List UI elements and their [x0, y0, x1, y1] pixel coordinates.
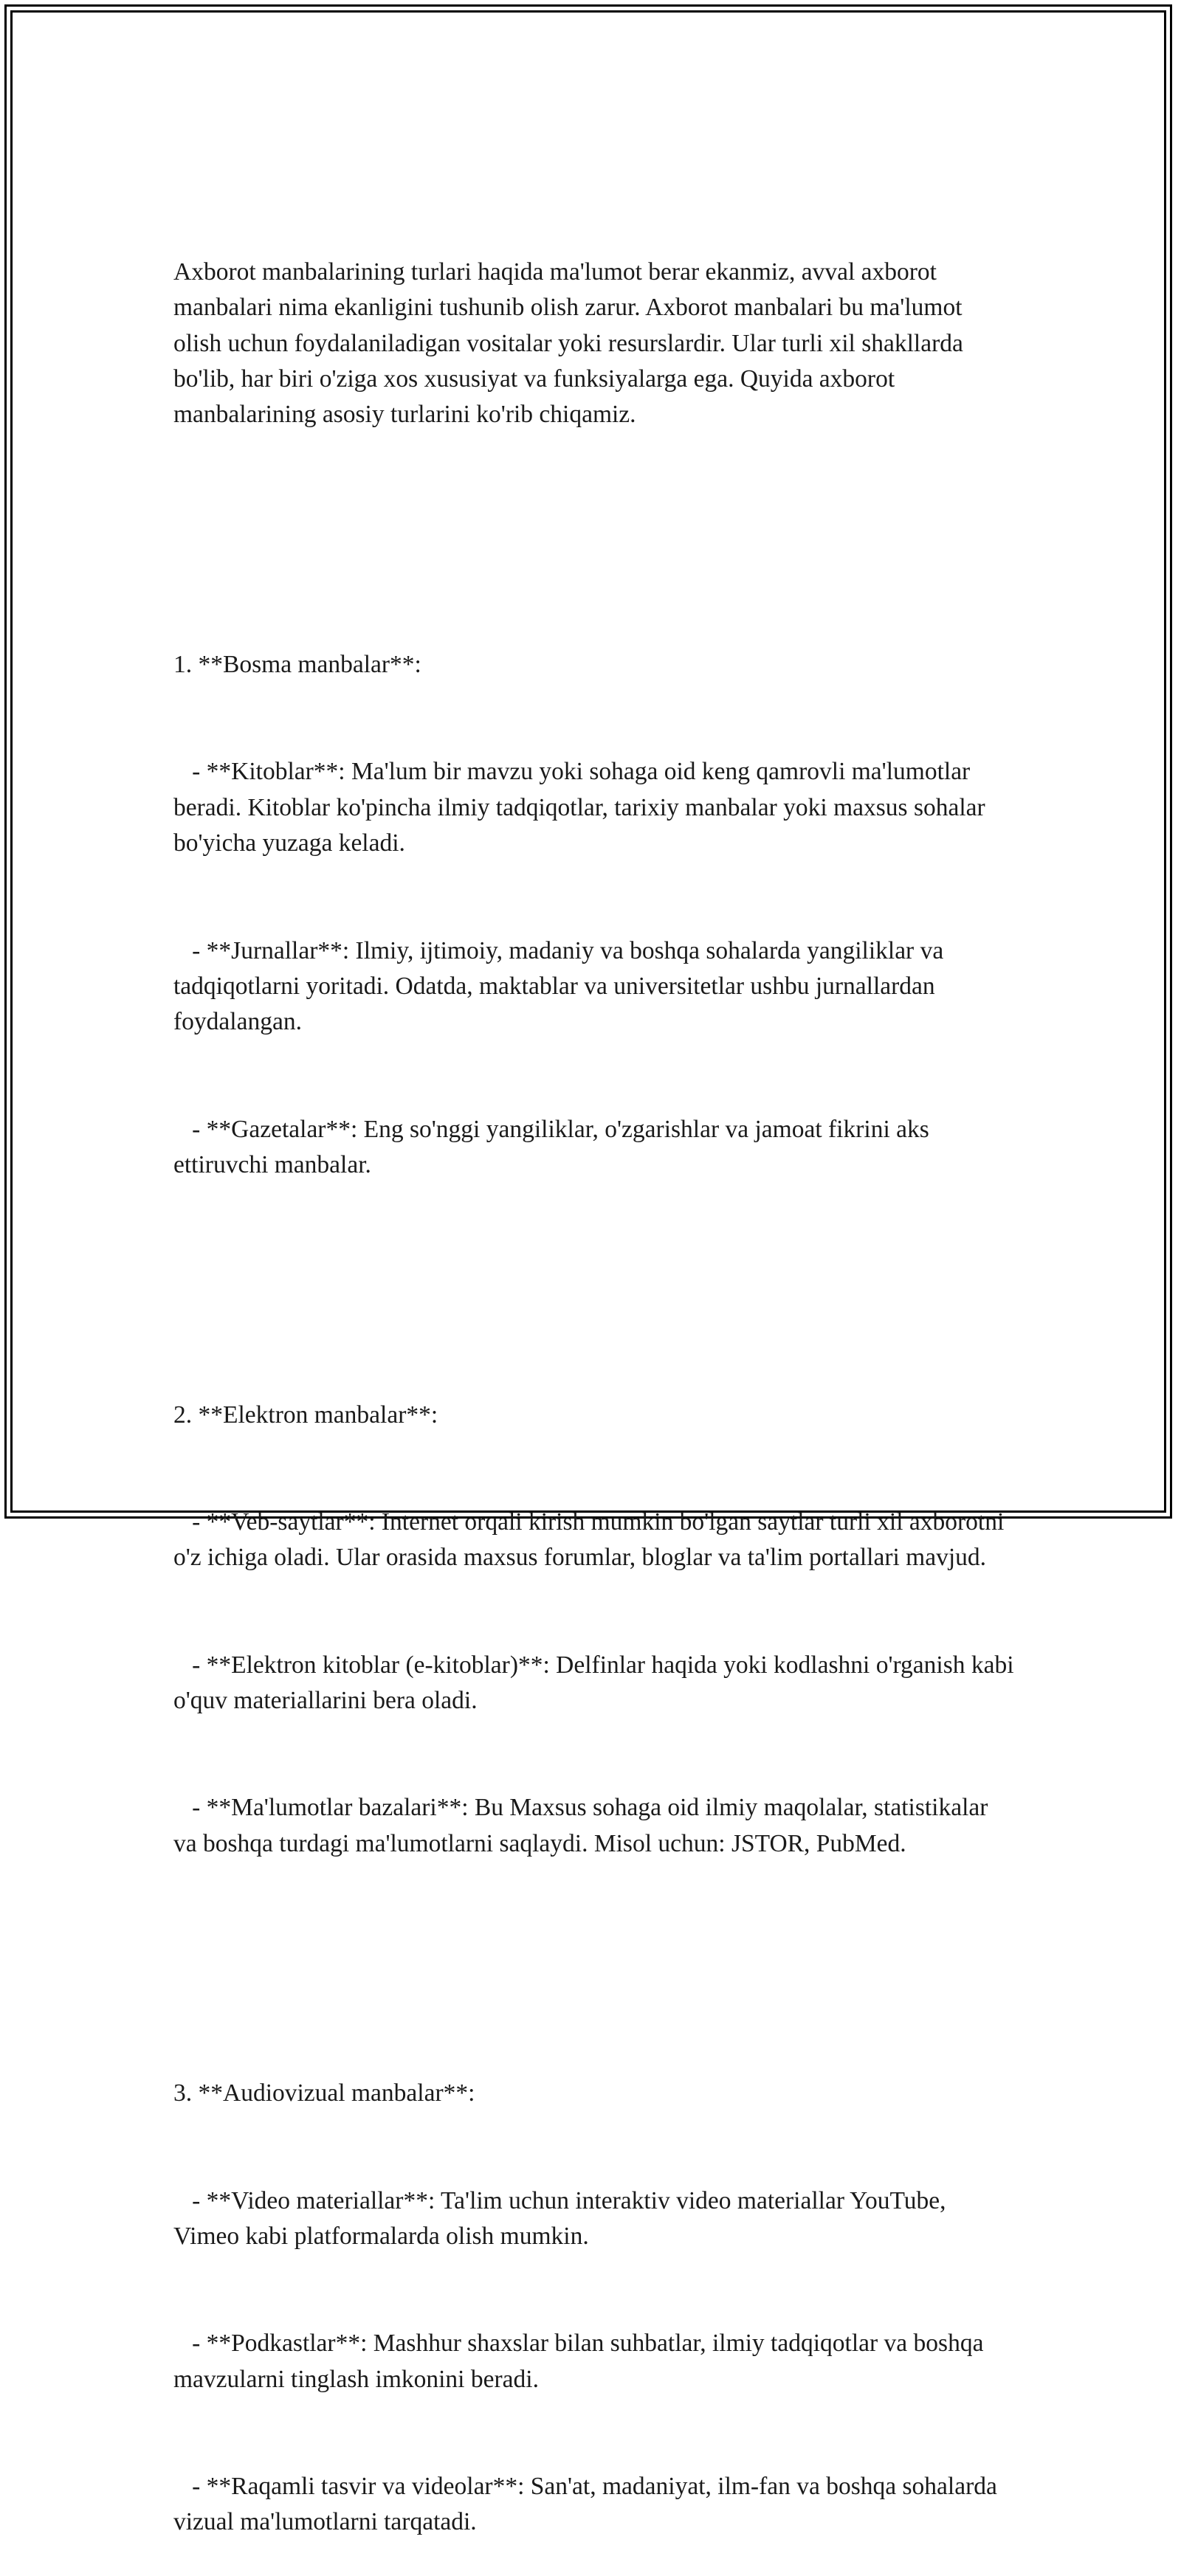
spacer	[173, 1254, 1015, 1290]
list-item: - **Raqamli tasvir va videolar**: San'at, madaniyat, ilm-fan va boshqa sohalarda vizual ma'lumotlarni tarqatadi.	[173, 2472, 1004, 2536]
list-item: - **Ma'lumotlar bazalari**: Bu Maxsus sohaga oid ilmiy maqolalar, statistikalar va boshqa turdagi ma'lumotlarni saqlaydi. Misol uchun: JSTOR, PubMed.	[173, 1794, 994, 1857]
list-item: - **Veb-saytlar**: Internet orqali kirish mumkin bo'lgan saytlar turli xil axborotni o'z ichiga oladi. Ular orasida maxsus forumlar, bloglar va ta'lim portallari mavjud.	[173, 1508, 1010, 1572]
document-body	[173, 183, 1020, 2576]
spacer	[173, 1933, 1015, 1969]
section-heading: 3. **Audiovizual manbalar**:	[173, 2079, 475, 2107]
list-item: - **Gazetalar**: Eng so'nggi yangiliklar, o'zgarishlar va jamoat fikrini aks ettiruvchi manbalar.	[173, 1115, 936, 1178]
intro-paragraph: Axborot manbalarining turlari haqida ma'lumot berar ekanmiz, avval axborot manbalari nima ekanligini tushunib olish zarur. Axborot manbalari bu ma'lumot olish uchun foydalaniladigan vositalar yoki resurslardir. Ular turli xil shakllarda bo'lib, har biri o'ziga xos xususiyat va funksiyalarga ega. Quyida axborot manbalarining asosiy turlarini ko'rib chiqamiz.	[173, 258, 970, 429]
section-heading: 2. **Elektron manbalar**:	[173, 1401, 438, 1429]
list-item: - **Jurnallar**: Ilmiy, ijtimoiy, madaniy va boshqa sohalarda yangiliklar va tadqiqotlarni yoritadi. Odatda, maktablar va universitetlar ushbu jurnallardan foydalangan.	[173, 936, 950, 1036]
list-item: - **Kitoblar**: Ma'lum bir mavzu yoki sohaga oid keng qamrovli ma'lumotlar beradi. Kitoblar ko'pincha ilmiy tadqiqotlar, tarixiy manbalar yoki maxsus sohalar bo'yicha yuzaga keladi.	[173, 758, 992, 857]
section-heading: 1. **Bosma manbalar**:	[173, 651, 421, 679]
list-item: - **Elektron kitoblar (e-kitoblar)**: Delfinlar haqida yoki kodlashni o'rganish kabi o'quv materiallarini bera oladi.	[173, 1651, 1020, 1715]
spacer	[173, 505, 1015, 540]
list-item: - **Podkastlar**: Mashhur shaxslar bilan suhbatlar, ilmiy tadqiqotlar va boshqa mavzularni tinglash imkonini beradi.	[173, 2330, 990, 2393]
list-item: - **Video materiallar**: Ta'lim uchun interaktiv video materiallar YouTube, Vimeo kabi platformalarda olish mumkin.	[173, 2186, 952, 2251]
